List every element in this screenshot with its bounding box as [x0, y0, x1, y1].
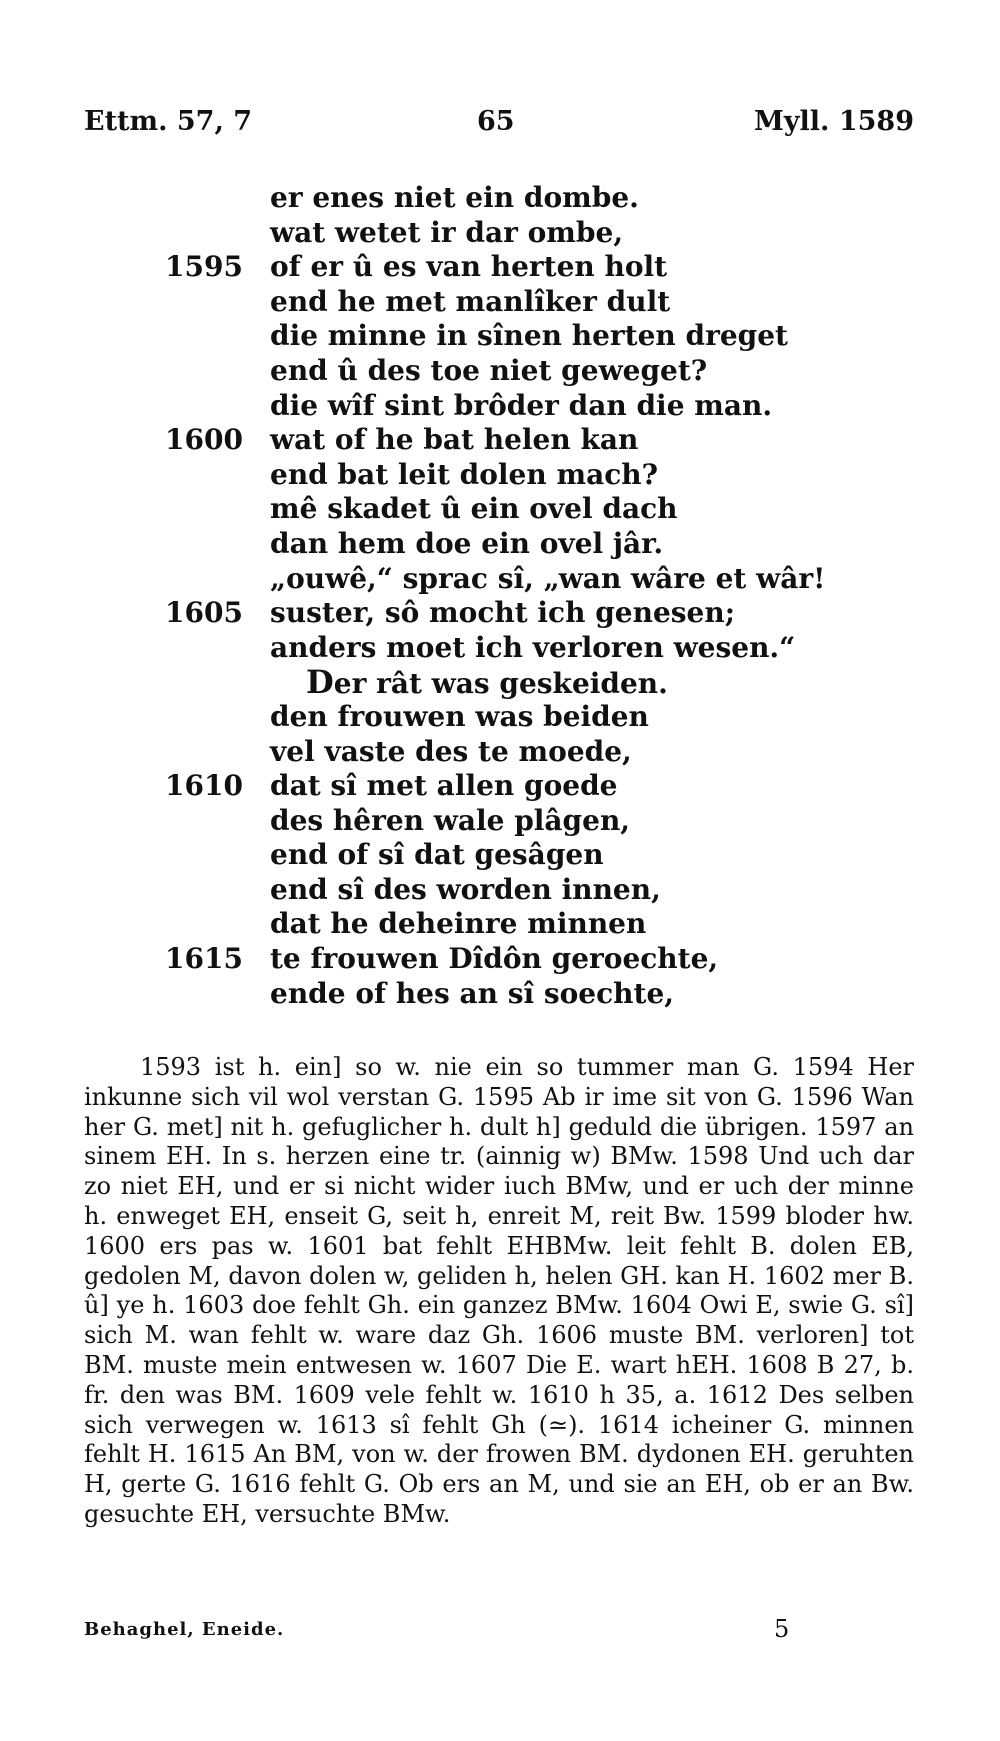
verse-text: den frouwen was beiden [270, 699, 649, 733]
verse-line [0, 354, 1000, 389]
verse-text: „ouwê,“ sprac sî, „wan wâre et wâr! [270, 561, 826, 595]
verse-text: dat sî met allen goede [270, 769, 618, 803]
verse-line [0, 492, 1000, 527]
verse-line [0, 942, 1000, 977]
header-right-ref: Myll. 1589 [753, 106, 914, 137]
verse-text: te frouwen Dîdôn geroechte, [270, 942, 719, 976]
verse-text: wat of he bat helen kan [270, 423, 639, 457]
verse-line [0, 873, 1000, 908]
verse-text: die minne in sînen herten dreget [270, 319, 788, 353]
critical-apparatus [84, 1053, 914, 1530]
verse-text: suster, sô mocht ich genesen; [270, 596, 736, 630]
verse-line [0, 389, 1000, 424]
verse-text: of er û es van herten holt [270, 250, 668, 284]
verse-line [0, 527, 1000, 562]
page-number: 65 [477, 106, 515, 137]
verse-text: des hêren wale plâgen, [270, 803, 631, 837]
verse-text: er enes niet ein dombe. [270, 181, 639, 214]
verse-text: dat he deheinre minnen [270, 907, 647, 941]
line-number: 1615 [165, 942, 243, 976]
verse-text: end he met manlîker dult [270, 284, 671, 318]
verse-text: anders moet ich verloren wesen.“ [270, 630, 796, 664]
verse-line [0, 907, 1000, 942]
verse-line [0, 769, 1000, 804]
verse-text: ende of hes an sî soechte, [270, 976, 675, 1010]
line-number: 1610 [165, 769, 243, 803]
verse-text: dan hem doe ein ovel jâr. [270, 526, 664, 560]
signature-line [84, 1615, 914, 1645]
verse-text: end bat leit dolen mach? [270, 457, 659, 491]
verse-text [306, 665, 668, 702]
line-number: 1600 [165, 423, 243, 457]
verse-line [0, 838, 1000, 873]
verse-text: die wîf sint brôder dan die man. [270, 388, 773, 422]
initial-capital: D [306, 663, 334, 702]
line-number: 1605 [165, 596, 243, 630]
running-header [84, 106, 914, 146]
verse-text: vel vaste des te moede, [270, 734, 632, 768]
verse-line [0, 596, 1000, 631]
verse-line [0, 319, 1000, 354]
verse-line [0, 977, 1000, 1012]
verse-text: end sî des worden innen, [270, 872, 661, 906]
verse-text: end û des toe niet geweget? [270, 353, 708, 387]
line-number: 1595 [165, 250, 243, 284]
verse-line-section-start [0, 665, 1000, 700]
verse-text: end of sî dat gesâgen [270, 838, 604, 872]
verse-line [0, 216, 1000, 251]
verse-line [0, 804, 1000, 839]
verse-line [0, 458, 1000, 493]
apparatus-text: 1593 ist h. ein] so w. nie ein so tummer man G. 1594 Her inkunne sich vil wol verstan G. 1595 Ab ir ime sit von G. 1596 Wan her G. met] nit h. gefuglicher h. dult h] geduld die übrigen. 1597 an sinem EH. In s. herzen eine tr. (ainnig w) BMw. 1598 Und uch dar zo niet EH, und er si nicht wider iuch BMw, und er uch der minne h. enweget EH, enseit G, seit h, enreit M, reit Bw. 1599 bloder hw. 1600 ers pas w. 1601 bat fehlt EHBMw. leit fehlt B. dolen EB, gedolen M, davon dolen w, geliden h, helen GH. kan H. 1602 mer B. û] ye h. 1603 doe fehlt Gh. ein ganzez BMw. 1604 Owi E, swie G. sî] sich M. wan fehlt w. ware daz Gh. 1606 muste BM. verloren] tot BM. muste mein entwesen w. 1607 Die E. wart hEH. 1608 B 27, b. fr. den was BM. 1609 vele fehlt w. 1610 h 35, a. 1612 Des selben sich verwegen w. 1613 sî fehlt Gh (≃). 1614 icheiner G. minnen fehlt H. 1615 An BM, von w. der frowen BM. dydonen EH. geruhten H, gerte G. 1616 fehlt G. Ob ers an M, und sie an EH, ob er an Bw. gesuchte EH, versuchte BMw. [84, 1053, 914, 1528]
verse-line [0, 250, 1000, 285]
verse-line [0, 631, 1000, 666]
printer-signature: Behaghel, Eneide. [84, 1619, 285, 1640]
signature-mark: 5 [774, 1615, 790, 1643]
verse-line [0, 423, 1000, 458]
verse-line [0, 735, 1000, 770]
verse-text: mê skadet û ein ovel dach [270, 492, 678, 526]
verse-line [0, 562, 1000, 597]
verse-text-rest: er rât was geskeiden. [333, 667, 668, 701]
verse-text: wat wetet ir dar ombe, [270, 215, 624, 249]
verse-line [0, 285, 1000, 320]
verse-block [0, 181, 1000, 1011]
verse-line [0, 700, 1000, 735]
header-left-ref: Ettm. 57, 7 [84, 106, 253, 137]
verse-line [0, 181, 1000, 216]
